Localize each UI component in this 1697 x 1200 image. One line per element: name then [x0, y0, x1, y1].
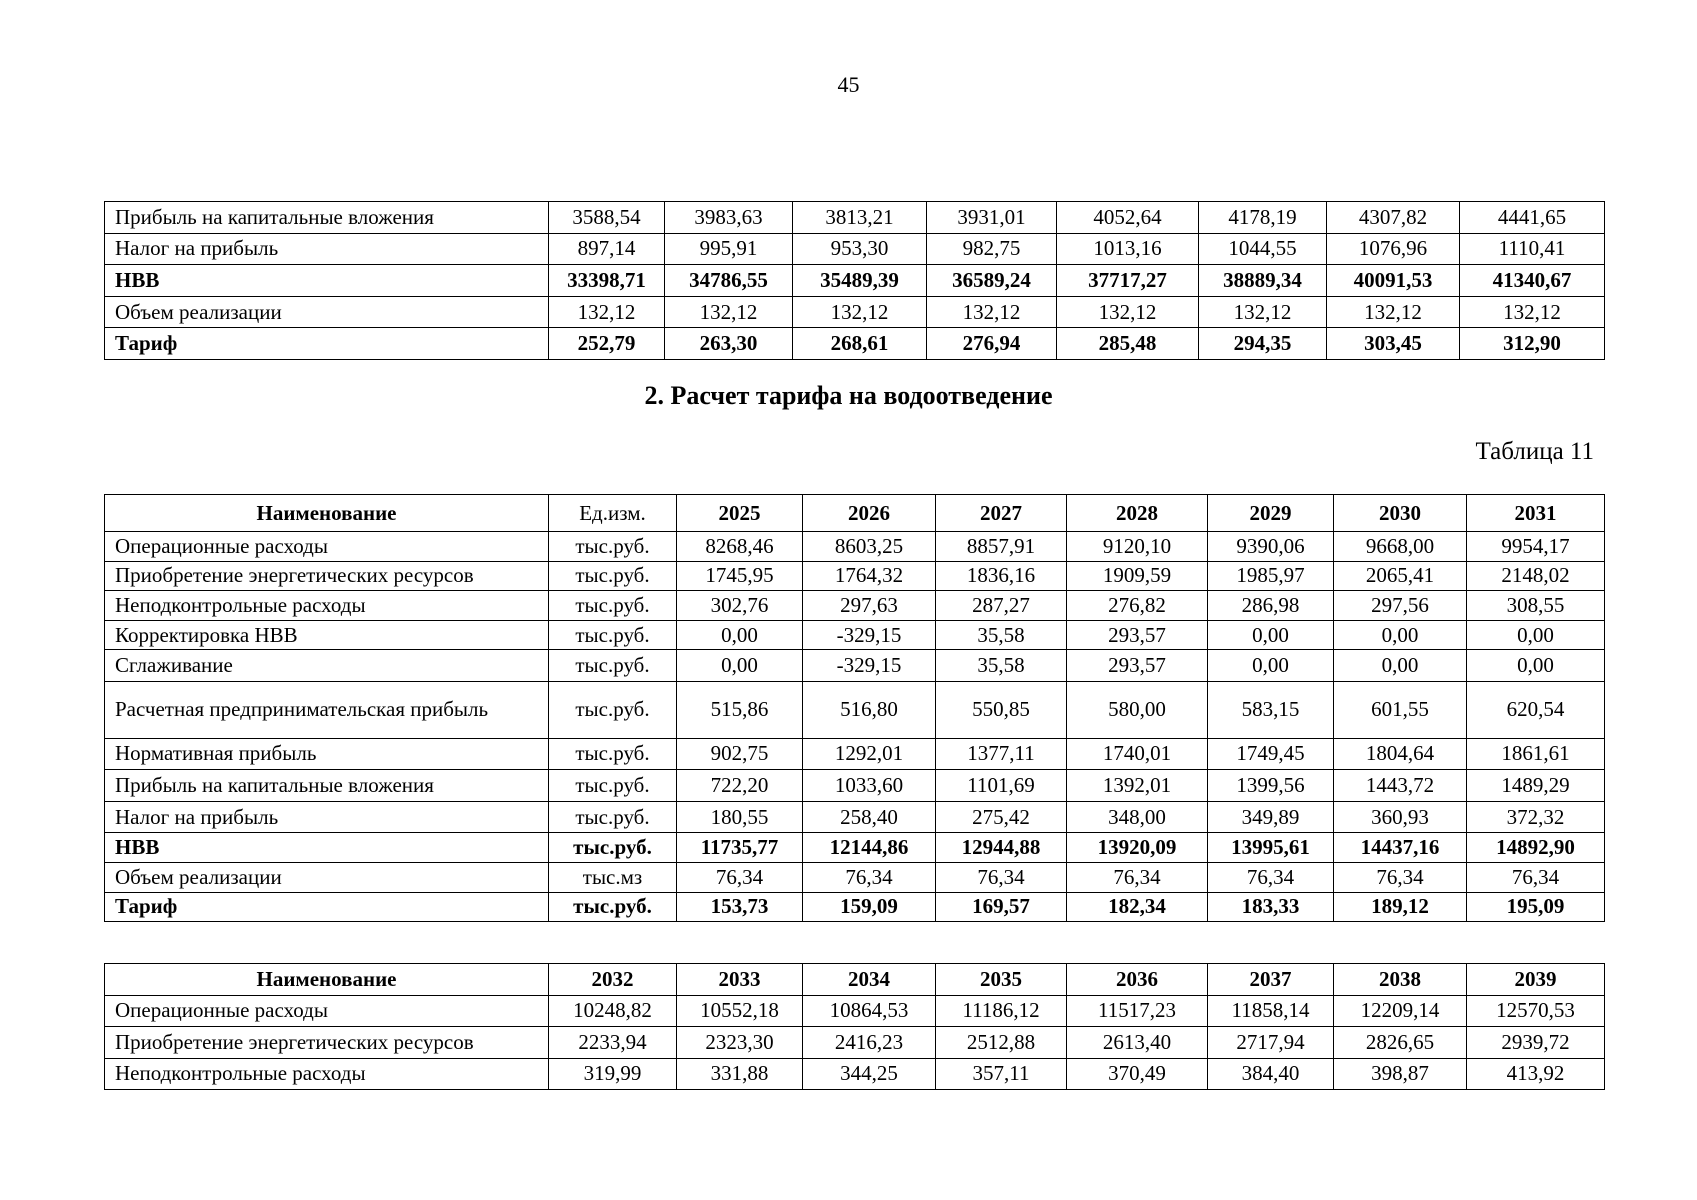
value-cell: 601,55 [1334, 681, 1467, 738]
value-cell: 2717,94 [1208, 1027, 1334, 1059]
value-cell: 331,88 [677, 1058, 803, 1090]
unit-cell: тыс.руб. [549, 770, 677, 802]
row-name-cell: Неподконтрольные расходы [105, 1058, 549, 1090]
row-name-cell: Приобретение энергетических ресурсов [105, 561, 549, 591]
table-row [105, 620, 1605, 650]
value-cell: 0,00 [1467, 650, 1605, 682]
value-cell: 169,57 [936, 892, 1067, 922]
value-cell: 76,34 [1208, 862, 1334, 892]
value-cell: 953,30 [793, 233, 927, 265]
value-cell: 2148,02 [1467, 561, 1605, 591]
value-cell: 4441,65 [1460, 202, 1605, 234]
value-cell: 1836,16 [936, 561, 1067, 591]
value-cell: 195,09 [1467, 892, 1605, 922]
column-header: 2027 [936, 495, 1067, 532]
column-header: 2036 [1067, 964, 1208, 996]
value-cell: 3813,21 [793, 202, 927, 234]
value-cell: 35,58 [936, 620, 1067, 650]
value-cell: 13920,09 [1067, 833, 1208, 863]
value-cell: 1443,72 [1334, 770, 1467, 802]
value-cell: 40091,53 [1327, 265, 1460, 297]
column-header: 2038 [1334, 964, 1467, 996]
value-cell: 14892,90 [1467, 833, 1605, 863]
table-row [105, 892, 1605, 922]
value-cell: 1909,59 [1067, 561, 1208, 591]
sewerage-tariff-table [104, 494, 1605, 922]
column-header: 2039 [1467, 964, 1605, 996]
value-cell: 35,58 [936, 650, 1067, 682]
table-row [105, 650, 1605, 682]
value-cell: 1033,60 [803, 770, 936, 802]
value-cell: 297,56 [1334, 591, 1467, 621]
value-cell: 349,89 [1208, 801, 1334, 833]
value-cell: 132,12 [1057, 296, 1199, 328]
value-cell: 1861,61 [1467, 738, 1605, 770]
value-cell: 902,75 [677, 738, 803, 770]
sewerage-tariff-table-2032-2039 [104, 963, 1605, 1090]
value-cell: 1740,01 [1067, 738, 1208, 770]
value-cell: 0,00 [1467, 620, 1605, 650]
table-row [105, 1027, 1605, 1059]
row-name-cell: Расчетная предпринимательская прибыль [105, 681, 549, 738]
value-cell: 0,00 [1208, 650, 1334, 682]
value-cell: 10864,53 [803, 995, 936, 1027]
value-cell: 1044,55 [1199, 233, 1327, 265]
row-name-cell: Прибыль на капитальные вложения [105, 202, 549, 234]
value-cell: 2826,65 [1334, 1027, 1467, 1059]
unit-cell: тыс.руб. [549, 561, 677, 591]
value-cell: 132,12 [793, 296, 927, 328]
value-cell: 0,00 [1334, 650, 1467, 682]
value-cell: 8857,91 [936, 532, 1067, 562]
column-header: 2037 [1208, 964, 1334, 996]
value-cell: 3588,54 [549, 202, 665, 234]
column-header: 2029 [1208, 495, 1334, 532]
row-name-cell: Операционные расходы [105, 532, 549, 562]
value-cell: 132,12 [665, 296, 793, 328]
value-cell: 76,34 [1467, 862, 1605, 892]
column-header: 2030 [1334, 495, 1467, 532]
value-cell: 11858,14 [1208, 995, 1334, 1027]
row-name-cell: Операционные расходы [105, 995, 549, 1027]
value-cell: 132,12 [927, 296, 1057, 328]
value-cell: 2512,88 [936, 1027, 1067, 1059]
row-name-cell: Объем реализации [105, 862, 549, 892]
value-cell: 0,00 [1334, 620, 1467, 650]
value-cell: 308,55 [1467, 591, 1605, 621]
value-cell: 722,20 [677, 770, 803, 802]
section-title: 2. Расчет тарифа на водоотведение [644, 381, 1053, 410]
table-row [105, 233, 1605, 265]
table-row [105, 770, 1605, 802]
value-cell: 580,00 [1067, 681, 1208, 738]
value-cell: 9390,06 [1208, 532, 1334, 562]
value-cell: 360,93 [1334, 801, 1467, 833]
value-cell: 285,48 [1057, 328, 1199, 360]
table-row [105, 296, 1605, 328]
unit-cell: тыс.руб. [549, 532, 677, 562]
value-cell: 76,34 [1067, 862, 1208, 892]
value-cell: 1399,56 [1208, 770, 1334, 802]
value-cell: 1292,01 [803, 738, 936, 770]
value-cell: -329,15 [803, 650, 936, 682]
table-row [105, 561, 1605, 591]
value-cell: 0,00 [1208, 620, 1334, 650]
column-header: Наименование [105, 964, 549, 996]
column-header: 2032 [549, 964, 677, 996]
value-cell: 182,34 [1067, 892, 1208, 922]
value-cell: 8603,25 [803, 532, 936, 562]
table-row [105, 532, 1605, 562]
value-cell: 76,34 [677, 862, 803, 892]
value-cell: 132,12 [1460, 296, 1605, 328]
row-name-cell: Налог на прибыль [105, 801, 549, 833]
row-name-cell: НВВ [105, 833, 549, 863]
value-cell: 1764,32 [803, 561, 936, 591]
table-row [105, 202, 1605, 234]
row-name-cell: Корректировка НВВ [105, 620, 549, 650]
value-cell: 252,79 [549, 328, 665, 360]
value-cell: 132,12 [1199, 296, 1327, 328]
value-cell: 10248,82 [549, 995, 677, 1027]
value-cell: 3983,63 [665, 202, 793, 234]
table-row [105, 681, 1605, 738]
value-cell: 8268,46 [677, 532, 803, 562]
unit-cell: тыс.мз [549, 862, 677, 892]
row-name-cell: Сглаживание [105, 650, 549, 682]
table-row [105, 738, 1605, 770]
unit-cell: тыс.руб. [549, 620, 677, 650]
table-row [105, 801, 1605, 833]
value-cell: 319,99 [549, 1058, 677, 1090]
value-cell: 0,00 [677, 650, 803, 682]
value-cell: 370,49 [1067, 1058, 1208, 1090]
value-cell: 37717,27 [1057, 265, 1199, 297]
value-cell: 344,25 [803, 1058, 936, 1090]
value-cell: 1745,95 [677, 561, 803, 591]
value-cell: 293,57 [1067, 650, 1208, 682]
value-cell: 132,12 [1327, 296, 1460, 328]
value-cell: 36589,24 [927, 265, 1057, 297]
value-cell: 12944,88 [936, 833, 1067, 863]
value-cell: 286,98 [1208, 591, 1334, 621]
value-cell: 11186,12 [936, 995, 1067, 1027]
column-header: 2034 [803, 964, 936, 996]
table-row [105, 265, 1605, 297]
value-cell: 2065,41 [1334, 561, 1467, 591]
value-cell: 3931,01 [927, 202, 1057, 234]
value-cell: 153,73 [677, 892, 803, 922]
value-cell: 1985,97 [1208, 561, 1334, 591]
row-name-cell: Налог на прибыль [105, 233, 549, 265]
value-cell: 276,94 [927, 328, 1057, 360]
unit-cell: тыс.руб. [549, 738, 677, 770]
value-cell: 33398,71 [549, 265, 665, 297]
unit-cell: тыс.руб. [549, 650, 677, 682]
row-name-cell: Объем реализации [105, 296, 549, 328]
value-cell: 276,82 [1067, 591, 1208, 621]
value-cell: 1101,69 [936, 770, 1067, 802]
value-cell: 35489,39 [793, 265, 927, 297]
row-name-cell: Прибыль на капитальные вложения [105, 770, 549, 802]
value-cell: 2233,94 [549, 1027, 677, 1059]
value-cell: 9668,00 [1334, 532, 1467, 562]
value-cell: 12570,53 [1467, 995, 1605, 1027]
value-cell: 1377,11 [936, 738, 1067, 770]
value-cell: 180,55 [677, 801, 803, 833]
value-cell: 76,34 [936, 862, 1067, 892]
value-cell: 1392,01 [1067, 770, 1208, 802]
table-row [105, 862, 1605, 892]
value-cell: 384,40 [1208, 1058, 1334, 1090]
value-cell: 583,15 [1208, 681, 1334, 738]
value-cell: 14437,16 [1334, 833, 1467, 863]
value-cell: 516,80 [803, 681, 936, 738]
value-cell: 982,75 [927, 233, 1057, 265]
value-cell: 34786,55 [665, 265, 793, 297]
row-name-cell: Нормативная прибыль [105, 738, 549, 770]
value-cell: 132,12 [549, 296, 665, 328]
value-cell: 1804,64 [1334, 738, 1467, 770]
column-header: 2035 [936, 964, 1067, 996]
unit-cell: тыс.руб. [549, 833, 677, 863]
value-cell: 413,92 [1467, 1058, 1605, 1090]
value-cell: 1076,96 [1327, 233, 1460, 265]
value-cell: 258,40 [803, 801, 936, 833]
value-cell: 897,14 [549, 233, 665, 265]
value-cell: 189,12 [1334, 892, 1467, 922]
value-cell: 303,45 [1327, 328, 1460, 360]
unit-cell: тыс.руб. [549, 801, 677, 833]
value-cell: 0,00 [677, 620, 803, 650]
value-cell: -329,15 [803, 620, 936, 650]
value-cell: 2613,40 [1067, 1027, 1208, 1059]
column-header: 2026 [803, 495, 936, 532]
column-header: 2031 [1467, 495, 1605, 532]
row-name-cell: НВВ [105, 265, 549, 297]
value-cell: 76,34 [803, 862, 936, 892]
row-name-cell: Тариф [105, 328, 549, 360]
value-cell: 4178,19 [1199, 202, 1327, 234]
value-cell: 11735,77 [677, 833, 803, 863]
value-cell: 2939,72 [1467, 1027, 1605, 1059]
value-cell: 293,57 [1067, 620, 1208, 650]
value-cell: 9120,10 [1067, 532, 1208, 562]
value-cell: 515,86 [677, 681, 803, 738]
page-number: 45 [837, 72, 860, 97]
table-row [105, 591, 1605, 621]
value-cell: 302,76 [677, 591, 803, 621]
row-name-cell: Тариф [105, 892, 549, 922]
value-cell: 398,87 [1334, 1058, 1467, 1090]
value-cell: 9954,17 [1467, 532, 1605, 562]
value-cell: 357,11 [936, 1058, 1067, 1090]
value-cell: 38889,34 [1199, 265, 1327, 297]
value-cell: 294,35 [1199, 328, 1327, 360]
column-header: Ед.изм. [549, 495, 677, 532]
value-cell: 620,54 [1467, 681, 1605, 738]
column-header: 2025 [677, 495, 803, 532]
column-header: 2033 [677, 964, 803, 996]
value-cell: 159,09 [803, 892, 936, 922]
table-header-row [105, 964, 1605, 996]
value-cell: 10552,18 [677, 995, 803, 1027]
value-cell: 550,85 [936, 681, 1067, 738]
value-cell: 312,90 [1460, 328, 1605, 360]
value-cell: 12144,86 [803, 833, 936, 863]
column-header: 2028 [1067, 495, 1208, 532]
row-name-cell: Приобретение энергетических ресурсов [105, 1027, 549, 1059]
table-row [105, 995, 1605, 1027]
value-cell: 183,33 [1208, 892, 1334, 922]
column-header: Наименование [105, 495, 549, 532]
table-row [105, 833, 1605, 863]
value-cell: 4307,82 [1327, 202, 1460, 234]
table-row [105, 328, 1605, 360]
row-name-cell: Неподконтрольные расходы [105, 591, 549, 621]
value-cell: 13995,61 [1208, 833, 1334, 863]
table-caption: Таблица 11 [1475, 438, 1594, 465]
value-cell: 4052,64 [1057, 202, 1199, 234]
value-cell: 41340,67 [1460, 265, 1605, 297]
value-cell: 1110,41 [1460, 233, 1605, 265]
value-cell: 2416,23 [803, 1027, 936, 1059]
value-cell: 1749,45 [1208, 738, 1334, 770]
value-cell: 1013,16 [1057, 233, 1199, 265]
value-cell: 268,61 [793, 328, 927, 360]
value-cell: 263,30 [665, 328, 793, 360]
value-cell: 1489,29 [1467, 770, 1605, 802]
table-row [105, 1058, 1605, 1090]
tariff-table-continuation [104, 201, 1605, 360]
value-cell: 76,34 [1334, 862, 1467, 892]
value-cell: 372,32 [1467, 801, 1605, 833]
unit-cell: тыс.руб. [549, 591, 677, 621]
table-header-row [105, 495, 1605, 532]
value-cell: 11517,23 [1067, 995, 1208, 1027]
unit-cell: тыс.руб. [549, 892, 677, 922]
value-cell: 12209,14 [1334, 995, 1467, 1027]
unit-cell: тыс.руб. [549, 681, 677, 738]
value-cell: 297,63 [803, 591, 936, 621]
value-cell: 348,00 [1067, 801, 1208, 833]
value-cell: 995,91 [665, 233, 793, 265]
value-cell: 287,27 [936, 591, 1067, 621]
value-cell: 2323,30 [677, 1027, 803, 1059]
value-cell: 275,42 [936, 801, 1067, 833]
